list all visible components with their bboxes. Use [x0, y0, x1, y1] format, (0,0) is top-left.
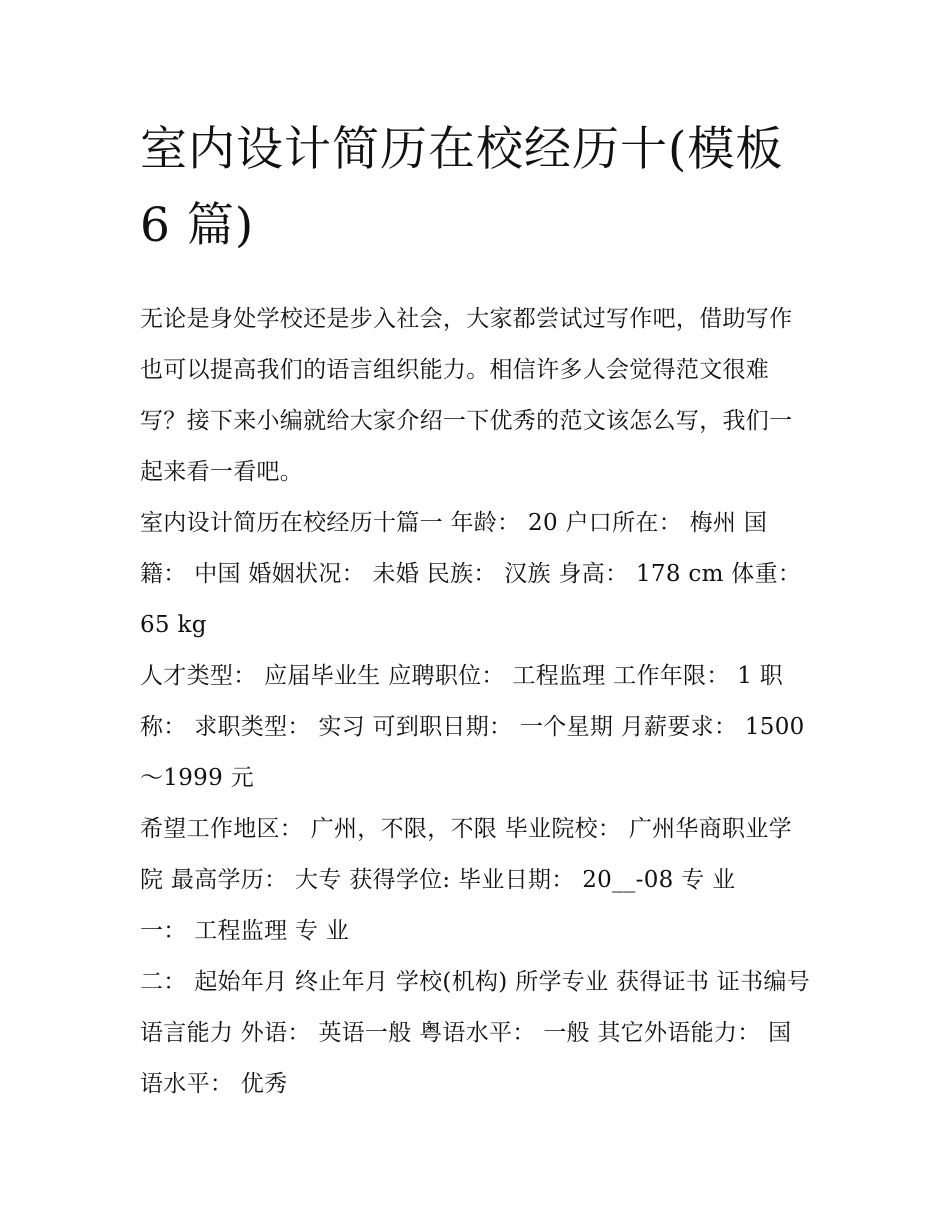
paragraph-intro: 无论是身处学校还是步入社会，大家都尝试过写作吧，借助写作也可以提高我们的语言组织能力。相信许多人会觉得范文很难写？接下来小编就给大家介绍一下优秀的范文该怎么写，我们一起来看一看吧。 [140, 306, 793, 485]
document-title: 室内设计简历在校经历十(模板 6 篇) [140, 122, 784, 253]
paragraph-major-two-languages: 二： 起始年月 终止年月 学校(机构) 所学专业 获得证书 证书编号 语言能力 外语： 英语一般 粤语水平： 一般 其它外语能力： 国语水平： 优秀 [140, 969, 811, 1097]
document-page [140, 112, 812, 1110]
paragraph-personal-info: 室内设计简历在校经历十篇一 年龄： 20 户口所在： 梅州 国籍： 中国 婚姻状况： 未婚 民族： 汉族 身高： 178 cm 体重： 65 kg [140, 510, 802, 638]
paragraph-job-intent: 人才类型： 应届毕业生 应聘职位： 工程监理 工作年限： 1 职称： 求职类型： 实习 可到职日期： 一个星期 月薪要求： 1500～1999 元 [140, 663, 805, 791]
paragraph-major-one: 一： 工程监理 专 业 [140, 918, 350, 944]
paragraph-education: 希望工作地区： 广州，不限，不限 毕业院校： 广州华商职业学院 最高学历： 大专 获得学位: 毕业日期： 20__-08 专 业 [140, 816, 792, 893]
